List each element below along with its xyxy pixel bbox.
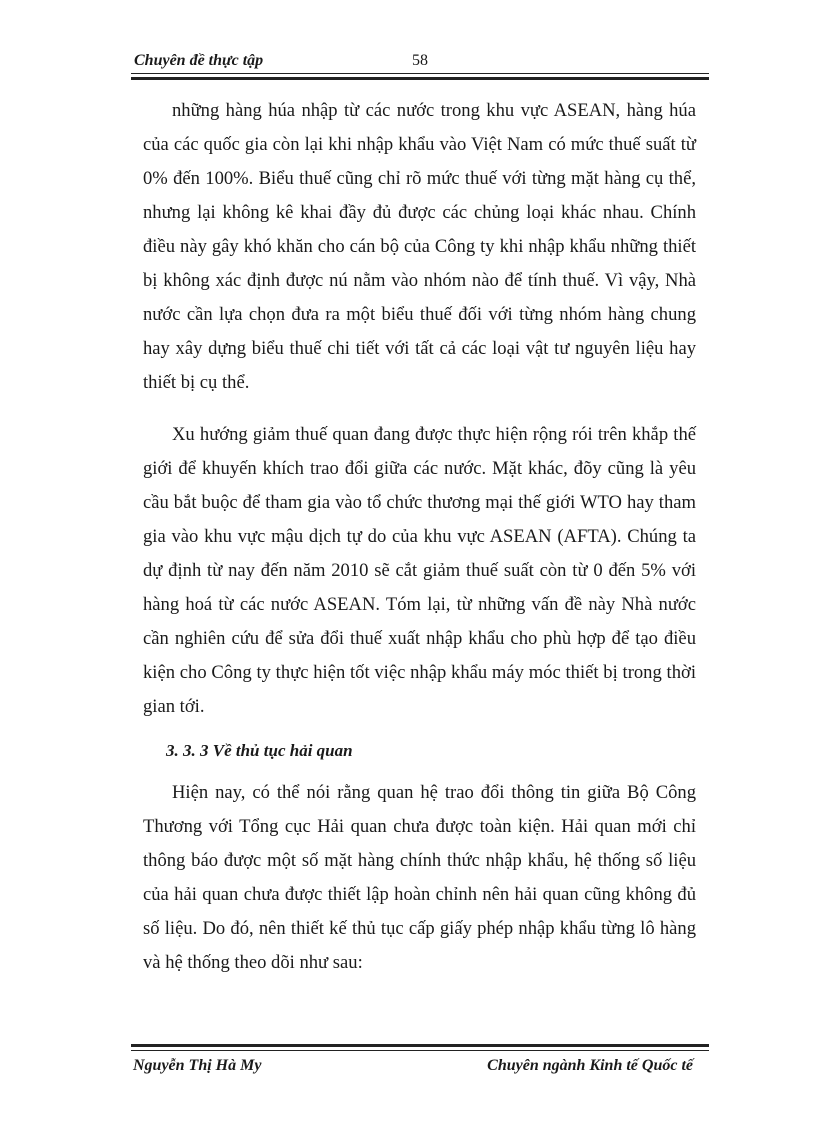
header-rule-thick xyxy=(131,77,709,80)
page-header xyxy=(131,50,709,72)
header-title: Chuyên đề thực tập xyxy=(134,52,264,69)
page-footer xyxy=(131,1054,709,1078)
section-heading: 3. 3. 3 Về thủ tục hải quan xyxy=(166,741,353,760)
footer-author: Nguyễn Thị Hà My xyxy=(133,1057,262,1074)
paragraph-1: những hàng húa nhập từ các nước trong khu vực ASEAN, hàng húa của các quốc gia còn lại khi nhập khẩu vào Việt Nam có mức thuế suất từ 0% đến 100%. Biểu thuế cũng chỉ rõ mức thuế với từng mặt hàng cụ thể, nhưng lại không kê khai đầy đủ được các chủng loại khác nhau. Chính điều này gây khó khăn cho cán bộ của Công ty khi nhập khẩu những thiết bị không xác định được nú nằm vào nhóm nào để tính thuế. Vì vậy, Nhà nước cần lựa chọn đưa ra một biểu thuế đối với từng nhóm hàng chung hay xây dựng biểu thuế chi tiết với tất cả các loại vật tư nguyên liệu hay thiết bị cụ thể. xyxy=(143,100,696,393)
footer-rule-thin xyxy=(131,1050,709,1051)
paragraph-3: Hiện nay, có thể nói rằng quan hệ trao đổi thông tin giữa Bộ Công Thương với Tổng cục Hải quan chưa được toàn kiện. Hải quan mới chỉ thông báo được một số mặt hàng chính thức nhập khẩu, hệ thống số liệu của hải quan chưa được thiết lập hoàn chỉnh nên hải quan cũng không đủ số liệu. Do đó, nên thiết kế thủ tục cấp giấy phép nhập khẩu từng lô hàng và hệ thống theo dõi như sau: xyxy=(143,782,696,973)
header-rule-thin xyxy=(131,73,709,74)
paragraph-2: Xu hướng giảm thuế quan đang được thực hiện rộng rói trên khắp thế giới để khuyến khích trao đổi giữa các nước. Mặt khác, đõy cũng là yêu cầu bắt buộc để tham gia vào tổ chức thương mại thế giới WTO hay tham gia vào khu vực mậu dịch tự do của khu vực ASEAN (AFTA). Chúng ta dự định từ nay đến năm 2010 sẽ cắt giảm thuế suất còn từ 0 đến 5% với hàng hoá từ các nước ASEAN. Tóm lại, từ những vấn đề này Nhà nước cần nghiên cứu để sửa đổi thuế xuất nhập khẩu cho phù hợp để tạo điều kiện cho Công ty thực hiện tốt việc nhập khẩu máy móc thiết bị trong thời gian tới. xyxy=(143,424,696,717)
page-number: 58 xyxy=(412,52,428,69)
footer-major: Chuyên ngành Kinh tế Quốc tế xyxy=(487,1057,693,1074)
footer-rule-thick xyxy=(131,1044,709,1047)
page-body xyxy=(143,94,696,980)
